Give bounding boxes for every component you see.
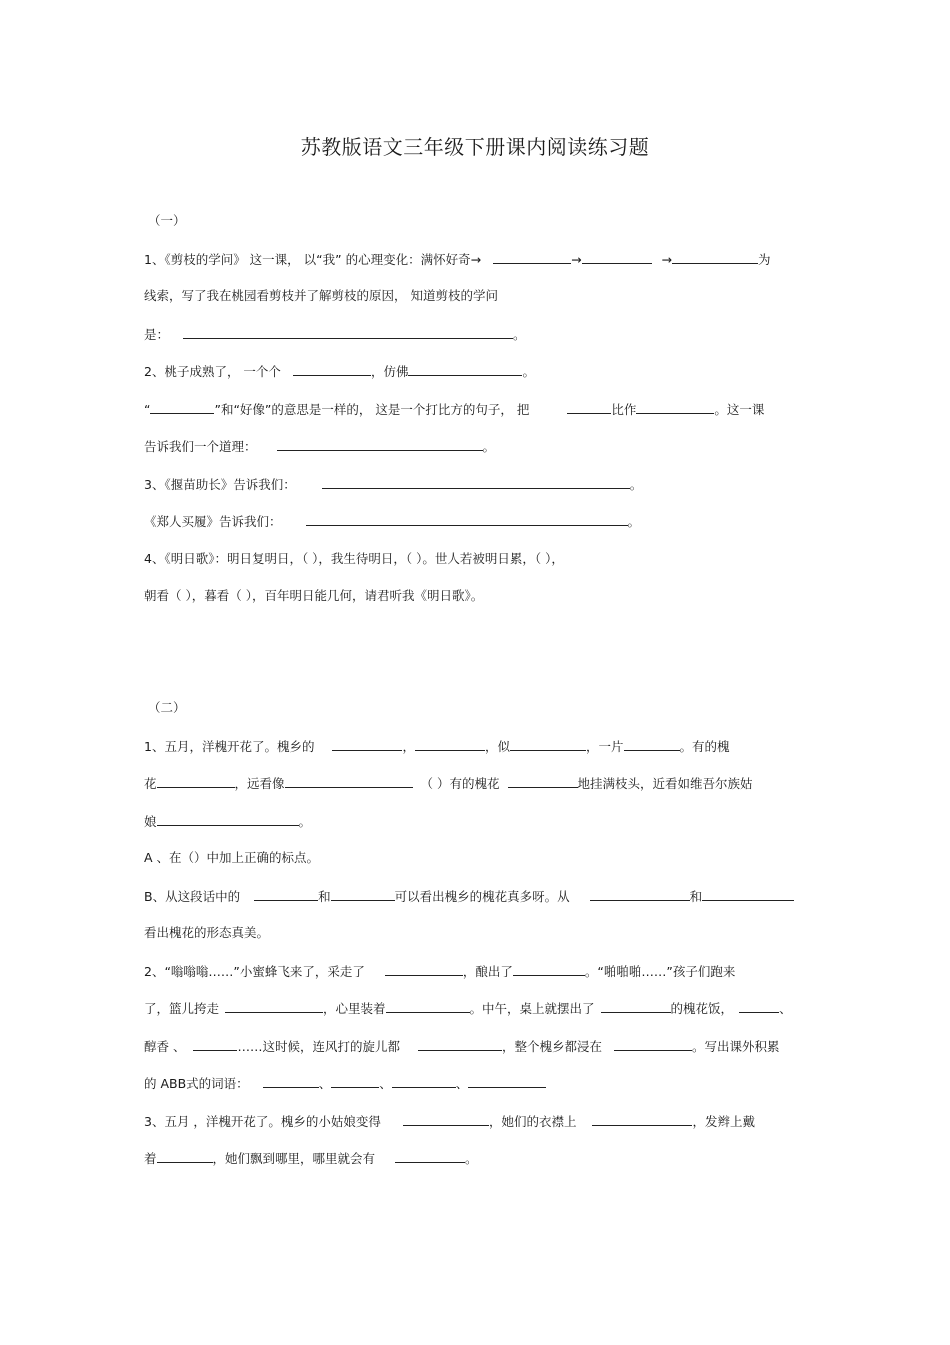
s1-q2-line3 (144, 437, 495, 456)
blank[interactable] (157, 812, 299, 826)
s2-q3-line2b: ，她们飘到哪里，哪里就会有 (212, 1151, 376, 1166)
s2-q3-line2a: 着 (144, 1151, 157, 1166)
section-2-label: （二） (148, 700, 186, 715)
s2-q1-a: 1、五月，洋槐开花了。槐乡的 (144, 739, 315, 754)
blank[interactable] (193, 1037, 237, 1051)
s2-q1-c: ，似 (484, 739, 510, 754)
blank[interactable] (702, 887, 794, 901)
s2-q2-line2a: 了，篮儿挎走 (144, 1001, 220, 1016)
blank[interactable] (672, 250, 758, 264)
s2-q2-line2c: 。中午，桌上就摆出了 (469, 1001, 595, 1016)
s2-q2-line4 (144, 1074, 546, 1093)
blank[interactable] (493, 250, 571, 264)
s1-q2-line1 (144, 362, 535, 381)
s2-q2-c: 。“啪啪啪……”孩子们跑来 (584, 964, 736, 979)
punct: 。 (522, 364, 535, 379)
punct: 。 (629, 477, 643, 492)
s1-q2-line3-text: 告诉我们一个道理： (144, 439, 257, 454)
s2-q2-b: ，酿出了 (462, 964, 513, 979)
section-1-label: （一） (148, 213, 186, 228)
blank[interactable] (567, 400, 611, 414)
blank[interactable] (332, 737, 402, 751)
s2-q2-line3 (144, 1037, 780, 1056)
s1-q1-text: 1、《剪枝的学问》 这一课， 以“我” 的心理变化：满怀好奇→ (144, 252, 482, 267)
s2-q1-line3a: 娘 (144, 814, 157, 829)
blank[interactable] (592, 1112, 692, 1126)
s1-q2-line2-text: ”和“好像”的意思是一样的， 这是一个打比方的句子， 把 (214, 402, 530, 417)
s2-q2-line2d: 的槐花饭， (670, 1001, 734, 1016)
punct: 、 (379, 1076, 392, 1091)
punct: 。 (298, 814, 312, 829)
s1-q1-end: 为 (758, 252, 771, 267)
s2-q2-a: 2、“嗡嗡嗡……”小蜜蜂飞来了，采走了 (144, 964, 365, 979)
blank[interactable] (392, 1074, 456, 1088)
punct: 、 (318, 1076, 332, 1091)
blank[interactable] (331, 887, 395, 901)
s2-q1-Bb: 和 (318, 889, 331, 904)
s1-q3-line2 (144, 512, 640, 531)
blank[interactable] (285, 774, 413, 788)
blank[interactable] (322, 475, 630, 489)
s2-q1-line2d: 地挂满枝头，近看如维吾尔族姑 (577, 776, 753, 791)
s2-q1-A: A 、在（）中加上正确的标点。 (144, 850, 320, 865)
blank[interactable] (157, 774, 235, 788)
s1-q4-line1: 4、《明日歌》：明日复明日，（ ），我生待明日，（ ）。世人若被明日累，（ ）， (144, 551, 564, 566)
s2-q1-line1 (144, 737, 730, 756)
blank[interactable] (510, 737, 586, 751)
s1-q1-line3 (144, 325, 526, 344)
s2-q1-line2b: ，远看像 (234, 776, 285, 791)
s1-q2-text: 2、桃子成熟了， 一个个 (144, 364, 281, 379)
arrow: → (571, 252, 582, 267)
s1-q3-b: 《郑人买履》告诉我们： (144, 514, 282, 529)
s2-q3-line1 (144, 1112, 755, 1131)
blank[interactable] (508, 774, 578, 788)
punct: 。 (482, 439, 496, 454)
blank[interactable] (418, 1037, 502, 1051)
blank[interactable] (395, 1149, 465, 1163)
s1-q2-line2 (144, 400, 764, 419)
blank[interactable] (183, 325, 513, 339)
s2-q1-line2a: 花 (144, 776, 157, 791)
s1-q2-line2-c: 比作 (611, 402, 637, 417)
blank[interactable] (331, 1074, 379, 1088)
punct: 。 (627, 514, 641, 529)
s2-q1-B-line2: 看出槐花的形态真美。 (144, 925, 270, 940)
blank[interactable] (277, 437, 483, 451)
s2-q2-line4a: 的 ABB式的词语： (144, 1076, 249, 1091)
blank[interactable] (614, 1037, 692, 1051)
s2-q1-line2c: （ ）有的槐花 (420, 776, 500, 791)
s2-q1-Bd: 和 (689, 889, 703, 904)
s2-q3-a: 3、五月 ，洋槐开花了。槐乡的小姑娘变得 (144, 1114, 381, 1129)
s2-q2-line3d: 。写出课外积累 (692, 1039, 780, 1054)
blank[interactable] (582, 250, 652, 264)
blank[interactable] (403, 1112, 489, 1126)
arrow: → (661, 252, 673, 267)
s2-q1-Ba: B、从这段话中的 (144, 889, 241, 904)
blank[interactable] (385, 962, 463, 976)
blank[interactable] (263, 1074, 319, 1088)
s2-q1-d: ，一片 (586, 739, 624, 754)
s1-q1-line2: 线索，写了我在桃园看剪枝并了解剪枝的原因， 知道剪枝的学问 (144, 288, 498, 303)
s1-q1-line3-text: 是： (144, 327, 170, 342)
s2-q2-line3a: 醇香 、 (144, 1039, 186, 1054)
blank[interactable] (636, 400, 714, 414)
s1-q3-line1 (144, 475, 642, 494)
s2-q3-c: ，发辫上戴 (692, 1114, 755, 1129)
s2-q1-B (144, 887, 794, 906)
blank[interactable] (739, 999, 779, 1013)
punct: ， (402, 739, 415, 754)
s1-q2-b: ，仿佛 (370, 364, 409, 379)
blank[interactable] (624, 737, 680, 751)
s1-q1-line1 (144, 250, 771, 269)
s2-q1-Bc: 可以看出槐乡的槐花真多呀。从 (394, 889, 570, 904)
blank[interactable] (408, 362, 522, 376)
punct: 。 (465, 1151, 478, 1166)
s2-q2-line2 (144, 999, 792, 1018)
punct: 、 (779, 1001, 792, 1016)
blank[interactable] (254, 887, 318, 901)
s1-q4-line2: 朝看（ ），暮看（ ），百年明日能几何，请君听我《明日歌》。 (144, 588, 484, 603)
page-title: 苏教版语文三年级下册课内阅读练习题 (300, 135, 650, 159)
blank[interactable] (590, 887, 690, 901)
s1-q2-line2-d: 。这一课 (714, 402, 765, 417)
blank[interactable] (386, 999, 470, 1013)
blank[interactable] (601, 999, 671, 1013)
punct: 。 (513, 327, 526, 342)
blank[interactable] (225, 999, 323, 1013)
s2-q3-b: ，她们的衣襟上 (488, 1114, 577, 1129)
blank[interactable] (513, 962, 585, 976)
quote-open: “ (144, 402, 151, 417)
s2-q2-line2b: ，心里装着 (323, 1001, 386, 1016)
s2-q1-e: 。有的槐 (679, 739, 730, 754)
s2-q2-line3c: ，整个槐乡都浸在 (502, 1039, 603, 1054)
punct: 、 (455, 1076, 469, 1091)
s2-q1-line2 (144, 774, 753, 793)
s1-q3-a: 3、《揠苗助长》告诉我们： (144, 477, 296, 492)
blank[interactable] (157, 1149, 213, 1163)
s2-q3-line2 (144, 1149, 478, 1168)
blank[interactable] (415, 737, 485, 751)
s2-q2-line3b: ……这时候，连风打的旋儿都 (237, 1039, 400, 1054)
blank[interactable] (293, 362, 371, 376)
blank[interactable] (468, 1074, 546, 1088)
s2-q1-line3 (144, 812, 311, 831)
blank[interactable] (306, 512, 628, 526)
s2-q2-line1 (144, 962, 735, 981)
blank[interactable] (150, 400, 214, 414)
